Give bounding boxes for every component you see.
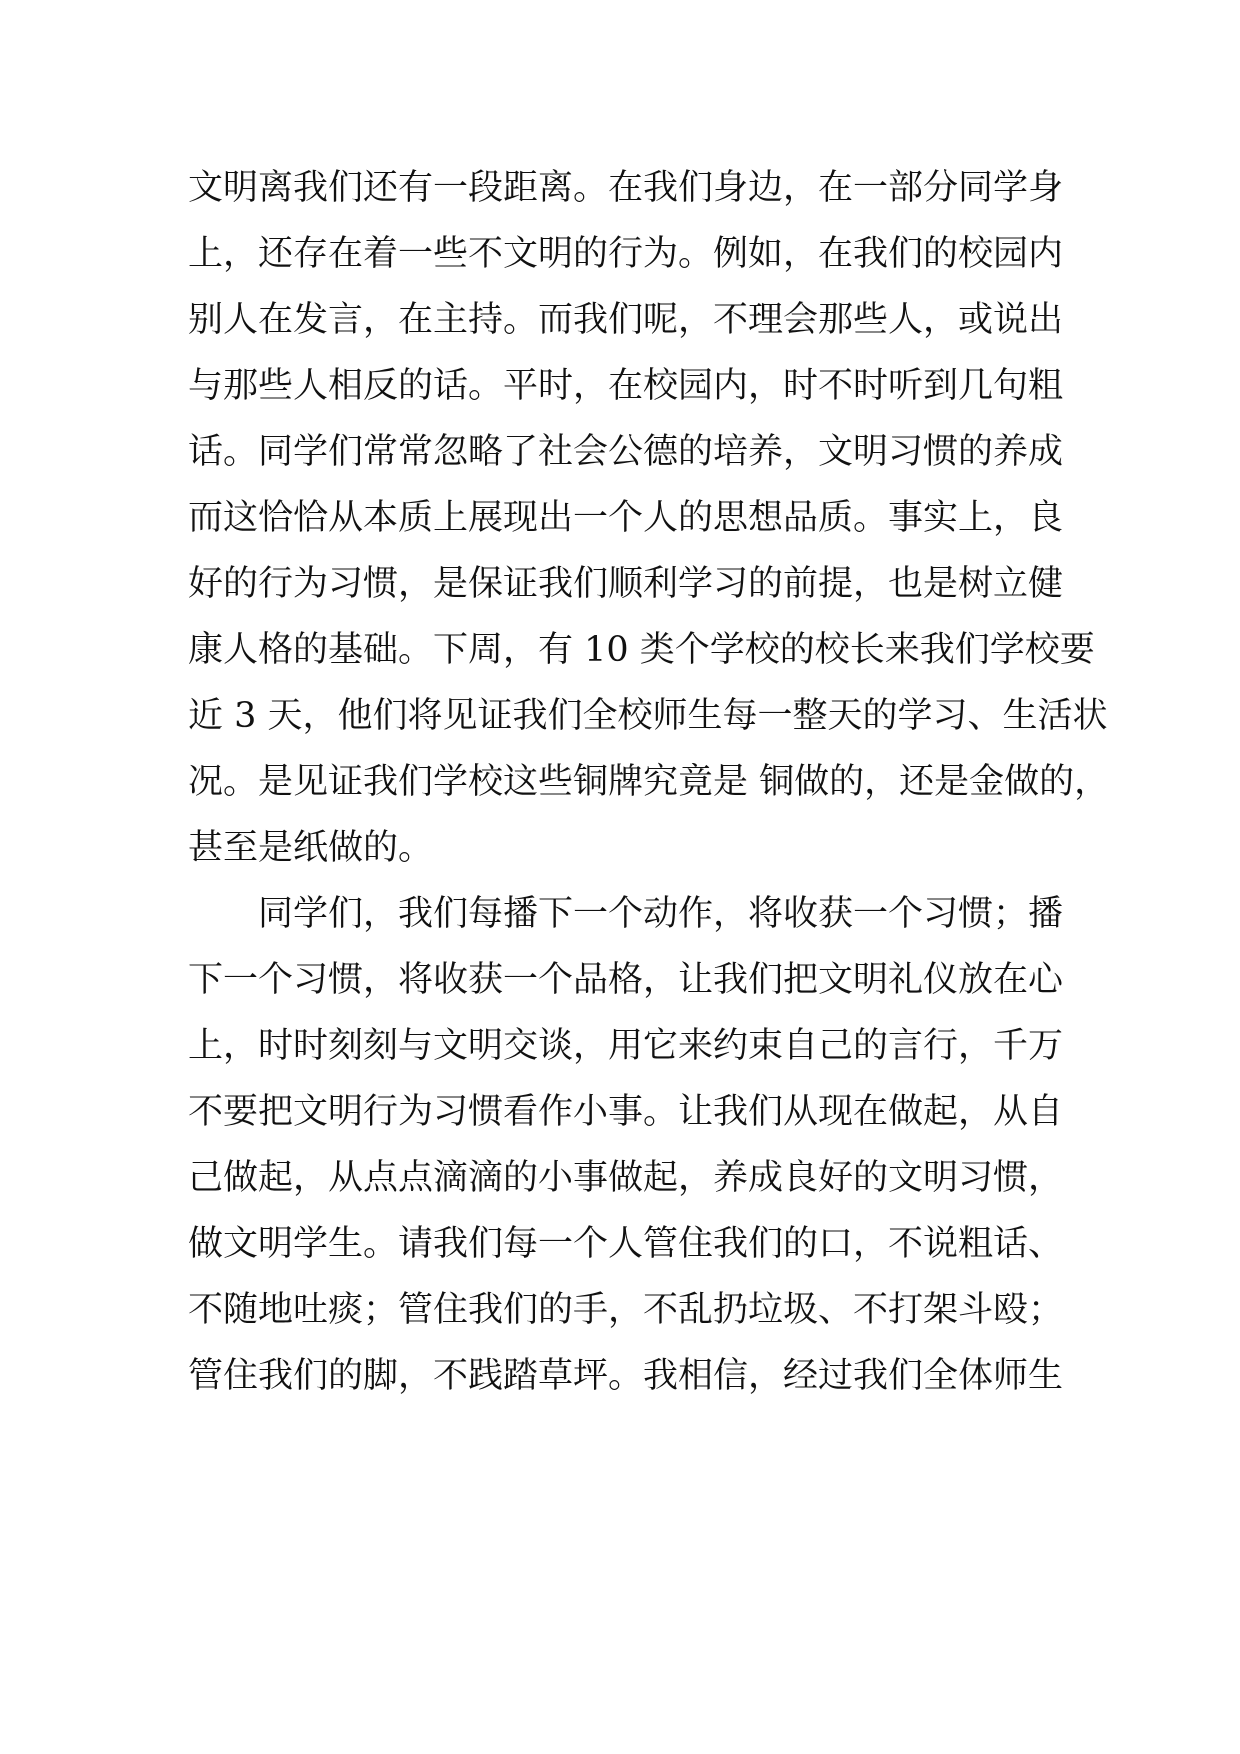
text-line: 康人格的基础。下周，有 10 类个学校的校长来我们学校要 <box>188 630 1095 670</box>
text-line: 甚至是纸做的。 <box>188 828 434 868</box>
text-line: 近 3 天，他们将见证我们全校师生每一整天的学习、生活状 <box>188 696 1108 736</box>
text-line: 与那些人相反的话。平时，在校园内，时不时听到几句粗 <box>188 366 1064 406</box>
text-line: 上，时时刻刻与文明交谈，用它来约束自己的言行，千万 <box>188 1026 1064 1066</box>
text-line: 别人在发言，在主持。而我们呢，不理会那些人，或说出 <box>188 300 1064 340</box>
text-line: 不随地吐痰；管住我们的手，不乱扔垃圾、不打架斗殴； <box>188 1290 1064 1330</box>
text-line: 己做起，从点点滴滴的小事做起，养成良好的文明习惯， <box>188 1158 1064 1198</box>
paragraph-first-line: 同学们，我们每播下一个动作，将收获一个习惯；播 <box>258 894 1064 934</box>
text-line: 不要把文明行为习惯看作小事。让我们从现在做起，从自 <box>188 1092 1064 1132</box>
text-line: 管住我们的脚，不践踏草坪。我相信，经过我们全体师生 <box>188 1356 1064 1396</box>
text-line: 话。同学们常常忽略了社会公德的培养，文明习惯的养成 <box>188 432 1064 472</box>
text-line: 好的行为习惯，是保证我们顺利学习的前提，也是树立健 <box>188 564 1064 604</box>
text-line: 况。是见证我们学校这些铜牌究竟是 铜做的，还是金做的， <box>188 762 1110 802</box>
text-line: 而这恰恰从本质上展现出一个人的思想品质。事实上，良 <box>188 498 1064 538</box>
text-line: 文明离我们还有一段距离。在我们身边，在一部分同学身 <box>188 168 1064 208</box>
text-line: 上，还存在着一些不文明的行为。例如，在我们的校园内 <box>188 234 1064 274</box>
text-line: 做文明学生。请我们每一个人管住我们的口，不说粗话、 <box>188 1224 1064 1264</box>
text-line: 下一个习惯，将收获一个品格，让我们把文明礼仪放在心 <box>188 960 1064 1000</box>
